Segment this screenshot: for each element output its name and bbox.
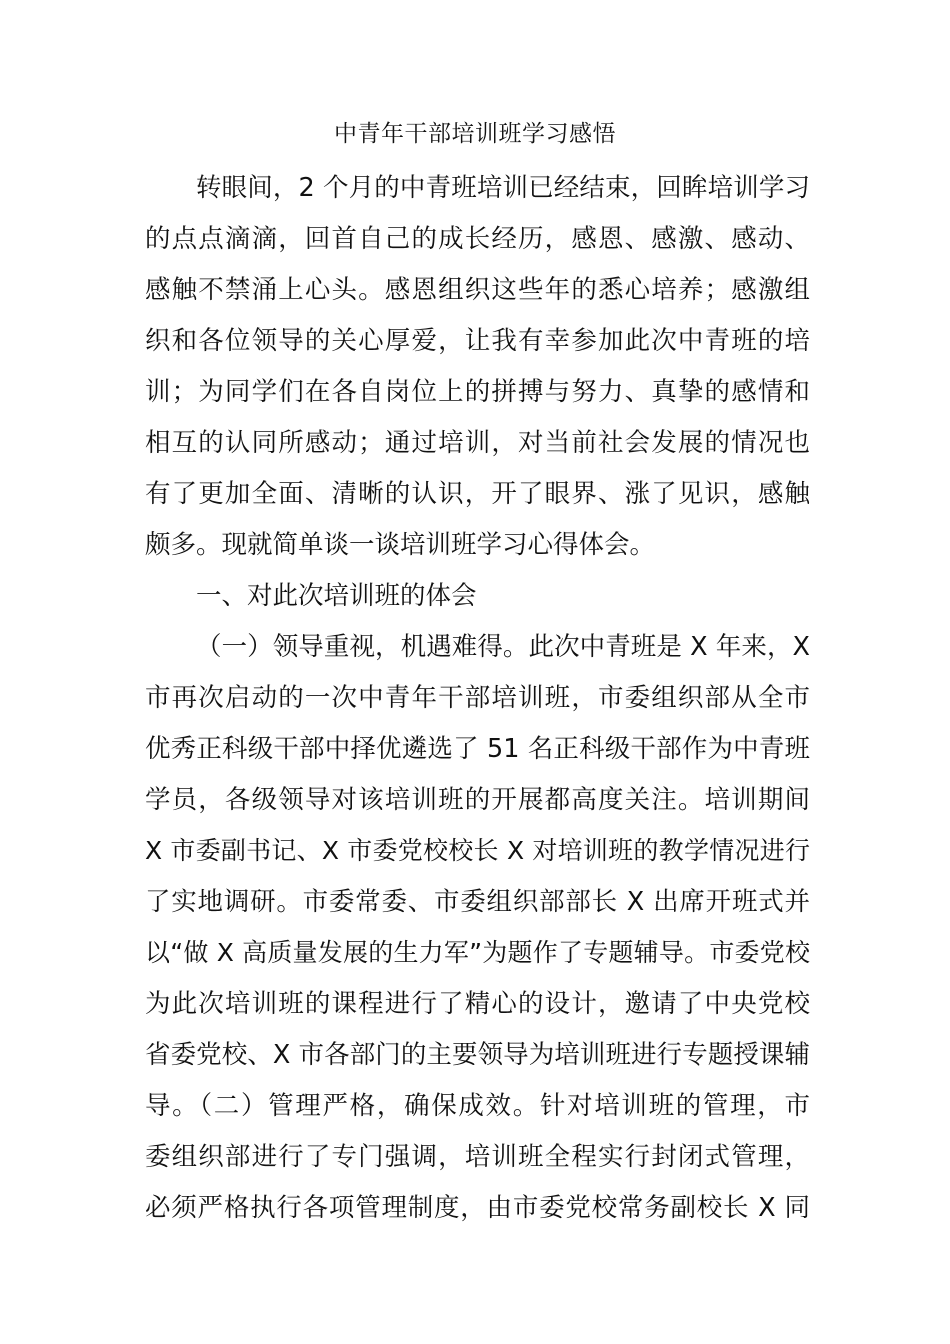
paragraph-line: 织和各位领导的关心厚爱，让我有幸参加此次中青班的培	[145, 326, 810, 356]
paragraph-line: 以“做 X 高质量发展的生力军”为题作了专题辅导。市委党校	[145, 938, 810, 967]
paragraph-line: 市再次启动的一次中青年干部培训班，市委组织部从全市	[145, 683, 810, 713]
paragraph-line: 优秀正科级干部中择优遴选了 51 名正科级干部作为中青班	[145, 734, 810, 764]
paragraph-line: 委组织部进行了专门强调，培训班全程实行封闭式管理，	[145, 1142, 810, 1172]
paragraph-line: 学员，各级领导对该培训班的开展都高度关注。培训期间	[145, 785, 810, 815]
paragraph-line: 省委党校、X 市各部门的主要领导为培训班进行专题授课辅	[145, 1040, 810, 1070]
paragraph-line: 有了更加全面、清晰的认识，开了眼界、涨了见识，感触	[145, 479, 810, 509]
paragraph-line: 颇多。现就简单谈一谈培训班学习心得体会。	[145, 530, 656, 560]
paragraph-line: 导。（二）管理严格，确保成效。针对培训班的管理，市	[145, 1091, 810, 1121]
document-title: 中青年干部培训班学习感悟	[334, 121, 616, 147]
paragraph-line: 相互的认同所感动；通过培训，对当前社会发展的情况也	[145, 428, 810, 458]
paragraph-line: 的点点滴滴，回首自己的成长经历，感恩、感激、感动、	[145, 224, 810, 254]
paragraph-line: 训；为同学们在各自岗位上的拼搏与努力、真挚的感情和	[145, 377, 810, 407]
paragraph-line: 了实地调研。市委常委、市委组织部部长 X 出席开班式并	[145, 887, 810, 917]
paragraph-line: 转眼间，2 个月的中青班培训已经结束，回眸培训学习	[196, 173, 810, 203]
paragraph-line: 感触不禁涌上心头。感恩组织这些年的悉心培养；感激组	[145, 275, 810, 305]
paragraph-line: X 市委副书记、X 市委党校校长 X 对培训班的教学情况进行	[145, 836, 810, 865]
paragraph-line: 为此次培训班的课程进行了精心的设计，邀请了中央党校	[145, 989, 810, 1019]
paragraph-line: 必须严格执行各项管理制度，由市委党校常务副校长 X 同	[145, 1193, 810, 1223]
section-heading: 一、对此次培训班的体会	[196, 581, 477, 611]
paragraph-line: （一）领导重视，机遇难得。此次中青班是 X 年来，X	[196, 632, 810, 662]
